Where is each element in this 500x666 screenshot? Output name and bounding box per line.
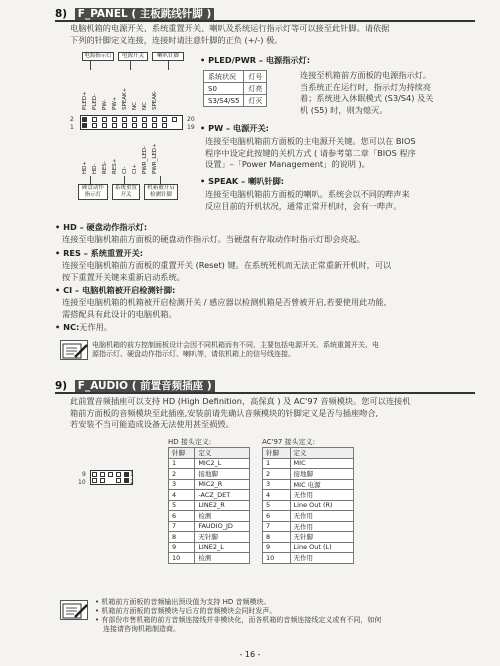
table-cell: -ACZ_DET	[195, 490, 250, 501]
speak-line: 反应目前的开机状况，通常正常开机时，会有一哔声。	[205, 200, 402, 211]
table-row	[263, 521, 354, 532]
note-line: 连接请咨询机箱制造商。	[103, 625, 180, 633]
note-text: 有部份市售机箱的前方音频连接线并非模块化，而各机箱的音频连接线定义或有不同，如何	[101, 616, 382, 624]
pin-label: HD-	[92, 163, 98, 174]
hd-heading: • HD – 硬盘动作指示灯:	[55, 222, 148, 232]
table-row	[169, 553, 250, 564]
table-cell: 10	[169, 553, 195, 564]
hd-table-caption: HD 接头定义:	[168, 438, 212, 446]
table-row	[169, 469, 250, 480]
ci-line: 连接至电脑机箱的机箱被开启检测开关 / 感应器以检测机箱是否曾被开启,若要使用此功能,	[62, 297, 387, 307]
table-cell: 无针脚	[195, 532, 250, 543]
ci-heading-text: CI – 电脑机箱被开启检测针脚:	[63, 285, 176, 295]
label-power-switch: 电源开关	[118, 52, 148, 61]
table-row	[263, 532, 354, 543]
table-cell: 8	[263, 532, 291, 543]
speak-heading-text: SPEAK – 喇叭针脚:	[208, 176, 285, 186]
table-cell: 10	[263, 553, 291, 564]
table-row	[263, 511, 354, 522]
table-cell: 7	[263, 521, 291, 532]
table-cell: 1	[169, 458, 195, 469]
table-row	[169, 542, 250, 553]
pled-desc-line: 着；系统进入休眠模式 (S3/S4) 及关	[300, 93, 434, 103]
section9-intro-line: 此前置音频插座可以支持 HD (High Definition，高保真 ) 及 AC'97 音频模块。您可以连接机	[70, 396, 411, 406]
pin-label: HD+	[82, 161, 88, 174]
pled-desc-line: 连接至机箱前方面板的电源指示灯。	[300, 70, 432, 80]
note-text: 机箱前方面板的音频模块与后方的音频模块会同时发声。	[101, 607, 277, 615]
nc-item: • NC:无作用。	[55, 322, 112, 332]
res-line: 按下重置开关键来重新启动系统。	[62, 271, 185, 282]
table-row	[169, 532, 250, 543]
section8-heading: F_PANEL ( 主板跳线针脚 )	[75, 8, 215, 20]
table-cell: MIC	[290, 458, 353, 469]
audio-pin-9: 9	[82, 471, 86, 478]
table-header-cell: 定义	[290, 448, 353, 459]
table-cell: 2	[169, 469, 195, 480]
pin-label: NC	[142, 102, 148, 110]
table-row	[263, 500, 354, 511]
res-heading: • RES – 系统重置开关:	[55, 248, 144, 258]
fpanel-pin-header	[80, 115, 183, 130]
label-hdd-led: 硬盘动作指示灯	[78, 184, 108, 200]
table-row	[169, 479, 250, 490]
table-cell: FAUDIO_JD	[195, 521, 250, 532]
pin-number-20: 20	[187, 116, 195, 123]
hd-heading-text: HD – 硬盘动作指示灯:	[63, 222, 148, 232]
note-line: 电脑机箱的前方控制面板设计会因不同机箱而有不同，主要包括电源开关、系统重置开关、电	[92, 341, 379, 349]
res-description	[62, 260, 492, 283]
table-cell: MIC 电源	[290, 479, 353, 490]
label-chassis-intrusion: 机箱被开启检测针脚	[144, 184, 178, 200]
table-header-cell: 灯号	[244, 71, 267, 83]
pw-line: 连接至电脑机箱前方面板的主电源开关键。您可以在 BIOS	[205, 136, 416, 146]
table-cell: 检测	[195, 553, 250, 564]
table-cell: 9	[169, 542, 195, 553]
table-cell: 6	[169, 511, 195, 522]
ac97-audio-table	[262, 447, 354, 564]
table-cell: 3	[169, 479, 195, 490]
table-row	[263, 542, 354, 553]
pled-description	[300, 70, 485, 116]
pin-label: SPEAK+	[122, 87, 128, 110]
table-row	[263, 458, 354, 469]
pin-label: NC	[132, 102, 138, 110]
section8-title	[55, 6, 214, 21]
label-reset-switch: 系统重置开关	[112, 184, 140, 200]
ci-line: 需搭配具有此设计的电脑机箱。	[62, 308, 177, 319]
table-cell: Line Out (L)	[290, 542, 353, 553]
table-row	[263, 469, 354, 480]
table-cell: Line Out (R)	[290, 500, 353, 511]
pw-line: 程序中设定此按键的关机方式 ( 请参考第二章「BIOS 程序	[205, 147, 416, 158]
res-line: 连接至电脑机箱前方面板的重置开关 (Reset) 键。在系统死机而无法正常重新开机时，可以	[62, 260, 392, 270]
table-cell: 3	[263, 479, 291, 490]
speak-description	[205, 189, 490, 212]
pin-label: RES-	[102, 161, 108, 174]
pw-heading: • PW – 电源开关:	[200, 123, 269, 133]
pin-label: RES+	[112, 158, 118, 174]
section8-intro-line1: 电脑机箱的电源开关、系统重置开关、喇叭及系统运行指示灯等可以接至此针脚。请依据	[70, 23, 390, 33]
section9-intro-line: 若安装不当可能造成设备无法使用甚至损毁。	[70, 419, 234, 429]
table-cell: 无作用	[290, 490, 353, 501]
table-cell: 接地脚	[290, 469, 353, 480]
section8-intro	[70, 23, 490, 46]
hd-line: 连接至电脑机箱前方面板的硬盘动作指示灯。当硬盘有存取动作时指示灯即会亮起。	[62, 234, 365, 244]
note-line: • 机箱前方面板的音频输出预设值为支持 HD 音频模块。	[95, 598, 271, 606]
nc-heading: NC:	[63, 322, 80, 332]
table-cell: 无作用	[290, 521, 353, 532]
table-row	[169, 458, 250, 469]
table-row	[169, 521, 250, 532]
pin-label: PWR_LED+	[152, 143, 158, 174]
note-line: • 有部份市售机箱的前方音频连接线并非模块化，而各机箱的音频连接线定义或有不同，如何	[95, 616, 382, 624]
table-cell: 1	[263, 458, 291, 469]
pin-label: CI-	[122, 166, 128, 174]
table-cell: 无作用	[290, 511, 353, 522]
table-cell: LINE2_R	[195, 500, 250, 511]
table-cell: 6	[263, 511, 291, 522]
table-cell: MIC2_L	[195, 458, 250, 469]
section9-intro-line: 箱前方面板的音频模块至此插座,安装前请先确认音频模块的针脚定义是否与插座吻合,	[70, 407, 379, 418]
pin-label: PLED+	[82, 91, 88, 110]
note-text: 机箱前方面板的音频输出预设值为支持 HD 音频模块。	[101, 598, 271, 606]
section8-number: 8)	[55, 8, 68, 20]
audio-pin-1: 1	[130, 471, 134, 478]
nc-text: 无作用。	[79, 322, 112, 332]
pin-label: PLED-	[92, 93, 98, 110]
audio-pin-10: 10	[78, 479, 86, 486]
table-row	[169, 511, 250, 522]
note-line: • 机箱前方面板的音频模块与后方的音频模块会同时发声。	[95, 607, 277, 615]
pled-desc-line: 当系统正在运行时，指示灯为持续亮	[300, 81, 432, 92]
label-speaker: 喇叭针脚	[152, 52, 184, 61]
pw-description	[205, 136, 490, 171]
note-line: 源指示灯、硬盘动作指示灯、喇叭等，请依机箱上的信号线连接。	[92, 350, 295, 358]
table-row	[169, 490, 250, 501]
table-cell: MIC2_R	[195, 479, 250, 490]
table-cell: 接地脚	[195, 469, 250, 480]
section9-heading: F_AUDIO ( 前置音频插座 )	[75, 380, 215, 392]
table-row	[263, 479, 354, 490]
hd-description	[62, 234, 492, 246]
top-pin-labels	[82, 70, 158, 110]
audio-pin-2: 2	[130, 479, 134, 486]
table-cell: 无作用	[290, 553, 353, 564]
pin-number-19: 19	[187, 124, 195, 131]
fpanel-diagram	[70, 52, 195, 222]
table-cell: 4	[169, 490, 195, 501]
label-power-led: 电源指示灯	[82, 52, 114, 61]
table-cell: LINE2_L	[195, 542, 250, 553]
pin-label: SPEAK-	[152, 90, 158, 110]
table-header-cell: 定义	[195, 448, 250, 459]
section9-rule	[55, 392, 475, 394]
table-header-cell: 系统状况	[204, 71, 244, 83]
page-number: - 16 -	[239, 650, 261, 659]
table-cell: 5	[263, 500, 291, 511]
pin-number-1: 1	[70, 124, 74, 131]
speak-heading: • SPEAK – 喇叭针脚:	[200, 176, 285, 186]
section8-note	[92, 341, 492, 359]
pin-label: PWR_LED-	[142, 145, 148, 174]
speak-line: 连接至电脑机箱前方面板的喇叭。系统会以不同的哔声来	[205, 189, 410, 199]
table-cell: 9	[263, 542, 291, 553]
table-cell: S0	[204, 83, 244, 95]
section9-title	[55, 378, 215, 393]
pled-heading: • PLED/PWR – 电源指示灯:	[200, 55, 311, 65]
res-heading-text: RES – 系统重置开关:	[63, 248, 144, 258]
table-header-cell: 针脚	[169, 448, 195, 459]
table-cell: 灯灭	[244, 95, 267, 107]
table-cell: 灯亮	[244, 83, 267, 95]
table-cell: S3/S4/S5	[204, 95, 244, 107]
table-cell: 8	[169, 532, 195, 543]
pin-label: PW+	[112, 96, 118, 110]
table-row	[263, 553, 354, 564]
pin-label: CI+	[132, 163, 138, 174]
table-cell: 7	[169, 521, 195, 532]
table-cell: 2	[263, 469, 291, 480]
table-row	[263, 490, 354, 501]
section9-notes	[95, 598, 495, 634]
pled-heading-text: PLED/PWR – 电源指示灯:	[208, 55, 311, 65]
note-pencil-icon	[60, 600, 88, 620]
pin-number-2: 2	[70, 116, 74, 123]
table-cell: 5	[169, 500, 195, 511]
audio-pin-header	[90, 470, 133, 485]
table-row	[169, 500, 250, 511]
bottom-pin-labels	[82, 132, 158, 174]
note-pencil-icon	[60, 340, 88, 360]
pled-desc-line: 机 (S5) 时，则为熄灭。	[300, 104, 388, 115]
table-cell: 无针脚	[290, 532, 353, 543]
ac97-table-caption: AC'97 接头定义:	[262, 438, 315, 446]
ci-heading: • CI – 电脑机箱被开启检测针脚:	[55, 285, 176, 295]
pled-table	[203, 70, 267, 107]
section8-intro-line2: 下列的针脚定义连接，连接时请注意针脚的正负 (+/-) 极。	[70, 34, 283, 45]
section9-intro	[70, 396, 495, 431]
ci-description	[62, 297, 492, 320]
section8-rule	[55, 20, 475, 22]
table-cell: 4	[263, 490, 291, 501]
table-cell: 检测	[195, 511, 250, 522]
pin-label: PW-	[102, 99, 108, 110]
pw-line: 设置」–「Power Management」的说明 )。	[205, 159, 370, 169]
table-header-cell: 针脚	[263, 448, 291, 459]
section9-number: 9)	[55, 380, 68, 392]
pw-heading-text: PW – 电源开关:	[208, 123, 269, 133]
hd-audio-table	[168, 447, 250, 564]
